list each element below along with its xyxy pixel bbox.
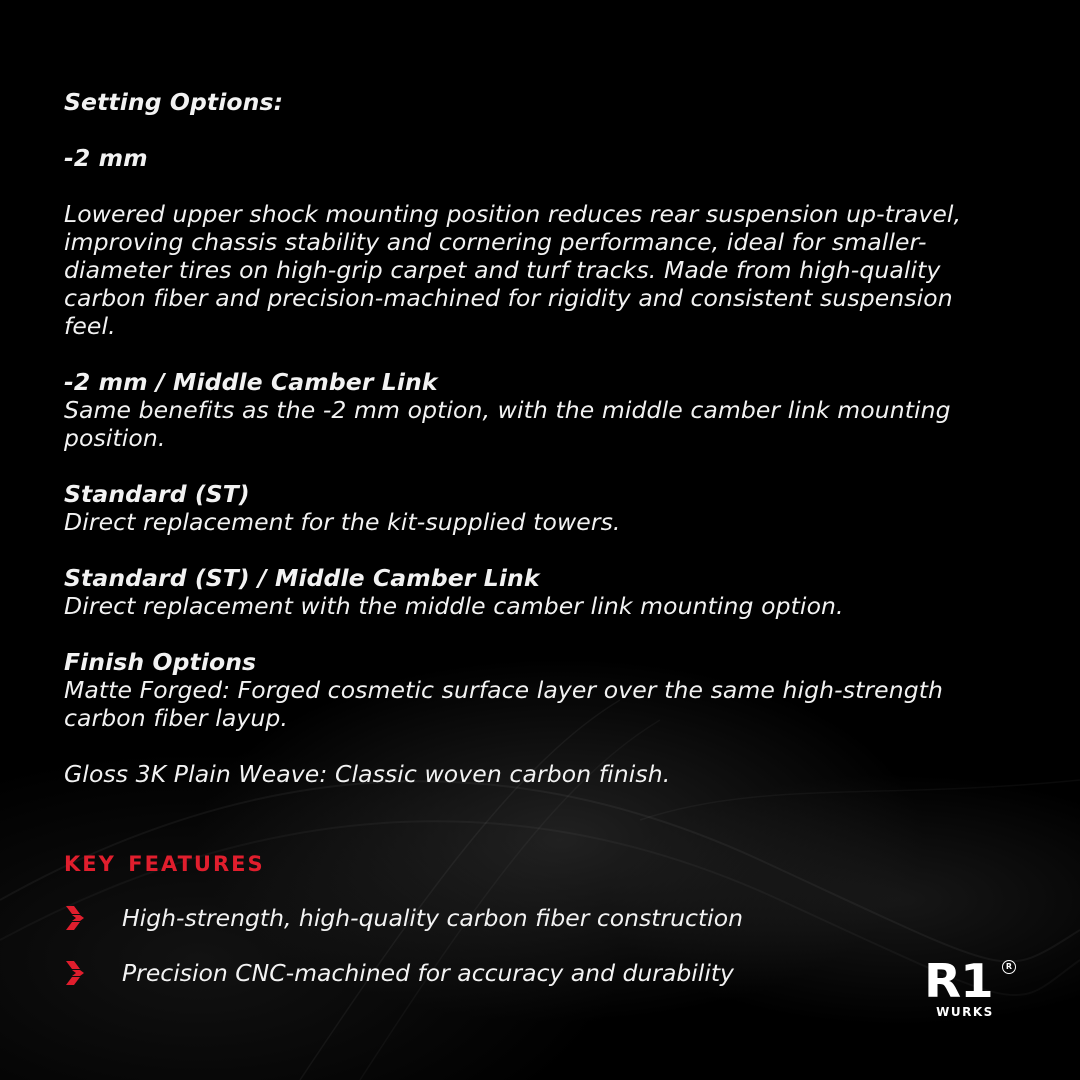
option-desc-line: Direct replacement with the middle camber link mounting option. — [64, 592, 844, 620]
option-desc-line: carbon fiber and precision-machined for rigidity and consistent suspension — [64, 284, 953, 312]
option-desc-line: Same benefits as the -2 mm option, with the middle camber link mounting — [64, 396, 951, 424]
option-title: -2 mm — [64, 144, 148, 172]
option-desc-line: improving chassis stability and cornering performance, ideal for smaller- — [64, 228, 927, 256]
finish-options-title: Finish Options — [64, 648, 257, 676]
logo-sub-text: WURKS — [936, 1005, 994, 1019]
option-desc-line: diameter tires on high-grip carpet and turf tracks. Made from high-quality — [64, 256, 941, 284]
finish-desc-line: Gloss 3K Plain Weave: Classic woven carbon finish. — [64, 760, 671, 788]
feature-text: Precision CNC-machined for accuracy and durability — [122, 959, 734, 987]
option-title: Standard (ST) / Middle Camber Link — [64, 564, 540, 592]
key-features-heading: key features — [64, 844, 265, 879]
finish-desc-line: Matte Forged: Forged cosmetic surface layer over the same high-strength — [64, 676, 944, 704]
option-desc-line: position. — [64, 424, 166, 452]
option-desc-line: Lowered upper shock mounting position reduces rear suspension up-travel, — [64, 200, 962, 228]
option-title: -2 mm / Middle Camber Link — [64, 368, 438, 396]
option-desc-line: feel. — [64, 312, 116, 340]
option-title: Standard (ST) — [64, 480, 250, 508]
chevron-right-icon — [64, 960, 86, 986]
logo-main-text: R1 — [924, 954, 993, 1008]
feature-item — [64, 959, 734, 987]
setting-options-title: Setting Options: — [64, 88, 284, 116]
feature-text: High-strength, high-quality carbon fiber construction — [122, 904, 743, 932]
option-desc-line: Direct replacement for the kit-supplied towers. — [64, 508, 621, 536]
finish-desc-line: carbon fiber layup. — [64, 704, 288, 732]
description-block — [64, 88, 1034, 788]
feature-item — [64, 904, 743, 932]
registered-icon: R — [1002, 960, 1016, 974]
chevron-right-icon — [64, 905, 86, 931]
r1-wurks-logo — [924, 954, 1020, 1022]
